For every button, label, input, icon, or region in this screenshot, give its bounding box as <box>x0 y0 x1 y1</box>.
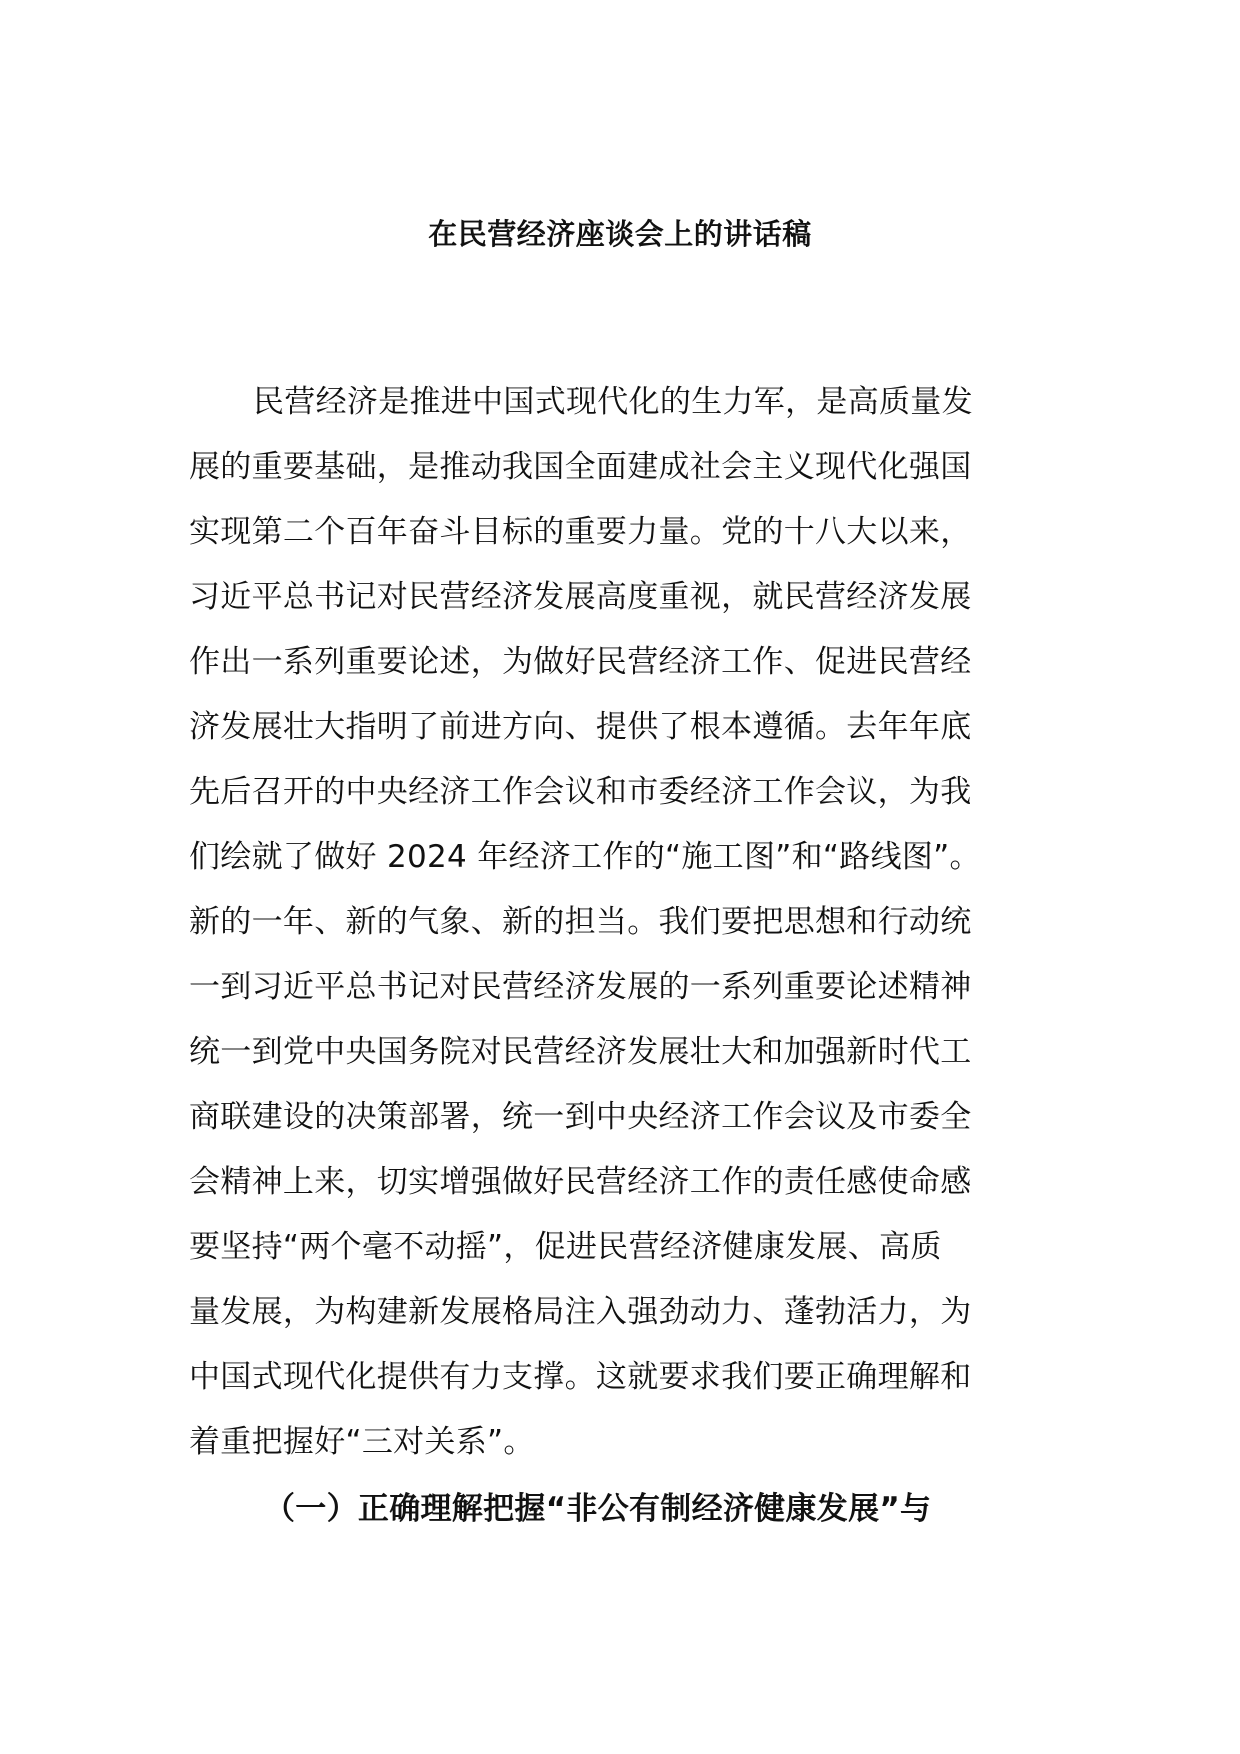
paragraph-line: 商联建设的决策部署，统一到中央经济工作会议及市委全 <box>189 1099 972 1135</box>
paragraph-line: 统一到党中央国务院对民营经济发展壮大和加强新时代工 <box>189 1034 972 1070</box>
section-heading: （一）正确理解把握“非公有制经济健康发展”与 <box>264 1491 932 1527</box>
paragraph-line: 会精神上来，切实增强做好民营经济工作的责任感使命感 <box>189 1164 972 1200</box>
paragraph-line: 一到习近平总书记对民营经济发展的一系列重要论述精神 <box>189 969 972 1005</box>
paragraph-line: 新的一年、新的气象、新的担当。我们要把思想和行动统 <box>189 904 972 940</box>
paragraph-line: 要坚持“两个毫不动摇”，促进民营经济健康发展、高质 <box>189 1229 942 1265</box>
document-title: 在民营经济座谈会上的讲话稿 <box>428 217 812 251</box>
paragraph-line: 作出一系列重要论述，为做好民营经济工作、促进民营经 <box>189 644 972 680</box>
paragraph-line: 们绘就了做好 2024 年经济工作的“施工图”和“路线图”。 <box>189 839 981 875</box>
paragraph-line: 中国式现代化提供有力支撑。这就要求我们要正确理解和 <box>189 1359 972 1395</box>
paragraph-line: 民营经济是推进中国式现代化的生力军，是高质量发 <box>253 384 973 420</box>
document-body <box>189 370 1059 1542</box>
paragraph-line: 量发展，为构建新发展格局注入强劲动力、蓬勃活力，为 <box>189 1294 972 1330</box>
paragraph-line: 实现第二个百年奋斗目标的重要力量。党的十八大以来， <box>189 514 972 550</box>
paragraph-line: 济发展壮大指明了前进方向、提供了根本遵循。去年年底 <box>189 709 972 745</box>
paragraph-line: 先后召开的中央经济工作会议和市委经济工作会议，为我 <box>189 774 972 810</box>
paragraph-line: 展的重要基础，是推动我国全面建成社会主义现代化强国 <box>189 449 972 485</box>
paragraph-line: 习近平总书记对民营经济发展高度重视，就民营经济发展 <box>189 579 972 615</box>
paragraph-line: 着重把握好“三对关系”。 <box>189 1424 535 1460</box>
